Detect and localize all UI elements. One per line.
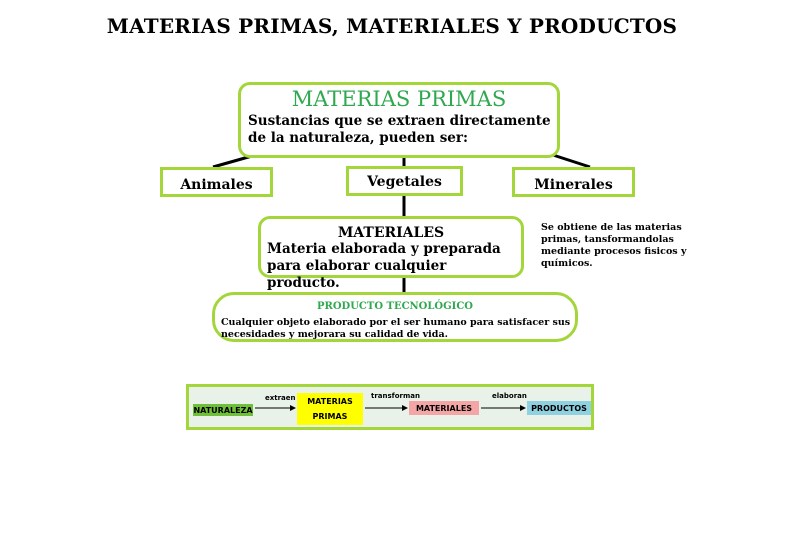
flow-label-transforman: transforman: [371, 392, 420, 400]
flow-node-materiales: MATERIALES: [409, 401, 479, 415]
side-note-line4: químicos.: [541, 258, 593, 269]
flow-label-extraen: extraen: [265, 394, 296, 402]
flow-mp-line2: PRIMAS: [312, 412, 348, 421]
side-note-line2: primas, tansformandolas: [541, 234, 674, 245]
side-note-line1: Se obtiene de las materias: [541, 222, 682, 233]
materiales-desc-line2: para elaborar cualquier producto.: [267, 258, 447, 291]
side-note-line3: mediante procesos fisicos y: [541, 246, 687, 257]
minerales-label: Minerales: [534, 177, 613, 193]
materias-primas-box: [238, 82, 560, 158]
producto-description: [221, 317, 573, 341]
materiales-desc-line1: Materia elaborada y preparada: [267, 241, 501, 257]
producto-tecnologico-box: [212, 292, 578, 342]
minerales-box: [512, 167, 635, 197]
producto-title: PRODUCTO TECNOLÓGICO: [316, 301, 474, 312]
materiales-title: MATERIALES: [337, 225, 445, 241]
materias-primas-title: MATERIAS PRIMAS: [291, 87, 507, 111]
materiales-side-note: [541, 222, 711, 270]
materias-primas-desc-line1: Sustancias que se extraen directamente: [248, 113, 551, 129]
materiales-box: [258, 216, 524, 291]
flow-node-materias-primas: [297, 393, 363, 425]
materiales-description: [267, 241, 521, 292]
producto-desc-line1: Cualquier objeto elaborado por el ser humano para satisfacer sus: [221, 317, 571, 328]
vegetales-label: Vegetales: [367, 174, 442, 190]
connector-mp-minerales: [553, 155, 590, 167]
vegetales-box: [346, 166, 463, 196]
flow-node-naturaleza: NATURALEZA: [193, 405, 253, 415]
animales-label: Animales: [180, 177, 253, 193]
process-flow-strip: [186, 384, 594, 430]
producto-desc-line2: necesidades y mejorara su calidad de vida.: [221, 329, 448, 340]
flow-node-productos: PRODUCTOS: [527, 401, 591, 415]
materias-primas-description: [248, 113, 554, 147]
flow-label-elaboran: elaboran: [492, 392, 527, 400]
page-title: MATERIAS PRIMAS, MATERIALES Y PRODUCTOS: [106, 14, 678, 38]
animales-box: [160, 167, 273, 197]
materias-primas-desc-line2: de la naturaleza, pueden ser:: [248, 130, 468, 146]
flow-mp-line1: MATERIAS: [307, 397, 353, 406]
